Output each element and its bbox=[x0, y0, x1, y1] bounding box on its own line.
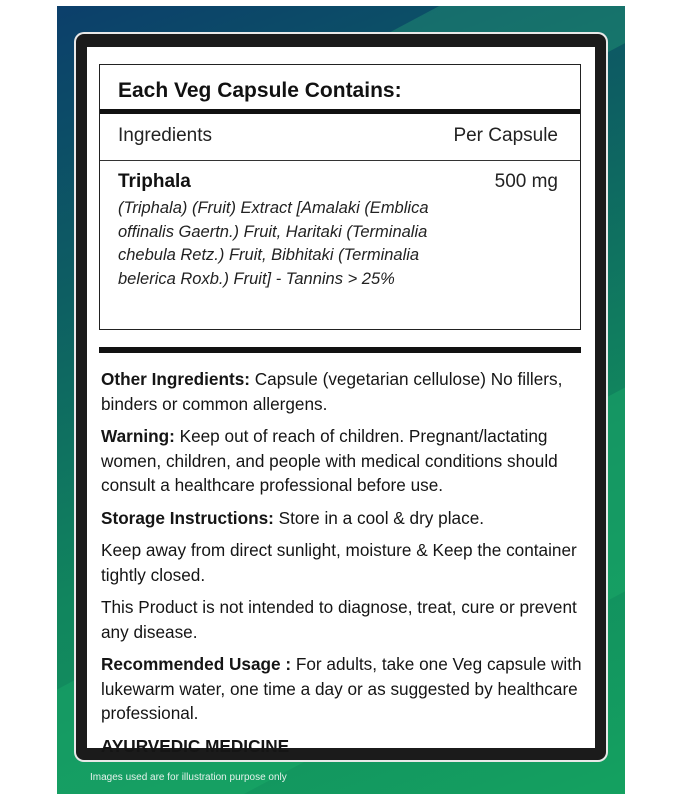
storage-heading: Storage Instructions: bbox=[101, 507, 274, 528]
ingredient-amount: 500 mg bbox=[494, 171, 558, 192]
category-text: AYURVEDIC MEDICINE bbox=[101, 735, 290, 756]
storage-text: Store in a cool & dry place. bbox=[273, 507, 485, 528]
storage-paragraph bbox=[101, 506, 583, 531]
other-ingredients-text: Capsule (vegetarian cellulose) No fillers, binders or common allergens. bbox=[101, 369, 563, 414]
ingredient-description: (Triphala) (Fruit) Extract [Amalaki (Emblica offinalis Gaertn.) Fruit, Haritaki (Terminalia chebula Retz.) Fruit, Bibhitaki (Terminalia belerica Roxb.) Fruit] - Tannins > 25% bbox=[118, 199, 429, 288]
ingredient-name: Triphala bbox=[118, 171, 191, 192]
warning-text: Keep out of reach of children. Pregnant/lactating women, children, and people with medical conditions should consult a healthcare professional before use. bbox=[101, 426, 558, 495]
ingredients-column-header: Ingredients bbox=[118, 125, 213, 146]
category-label bbox=[101, 734, 583, 759]
section-separator bbox=[99, 347, 581, 353]
keep-away-paragraph: Keep away from direct sunlight, moisture & Keep the container tightly closed. bbox=[101, 540, 577, 585]
thin-divider bbox=[100, 160, 580, 161]
usage-text: For adults, take one Veg capsule with lukewarm water, one time a day or as suggested by healthcare professional. bbox=[101, 654, 582, 723]
usage-paragraph bbox=[101, 652, 583, 726]
composition-box bbox=[99, 64, 581, 330]
other-ingredients-paragraph bbox=[101, 367, 583, 416]
label-body bbox=[101, 367, 583, 766]
other-ingredients-heading: Other Ingredients: bbox=[101, 369, 250, 389]
usage-heading: Recommended Usage : bbox=[101, 654, 292, 674]
warning-paragraph bbox=[101, 424, 583, 498]
composition-title: Each Veg Capsule Contains: bbox=[118, 79, 402, 102]
illustration-disclaimer: Images used are for illustration purpose only bbox=[90, 772, 287, 783]
disclaimer-paragraph: This Product is not intended to diagnose, treat, cure or prevent any disease. bbox=[101, 597, 577, 642]
thick-divider bbox=[100, 109, 580, 114]
warning-heading: Warning: bbox=[101, 426, 175, 446]
per-capsule-column-header: Per Capsule bbox=[453, 125, 558, 146]
